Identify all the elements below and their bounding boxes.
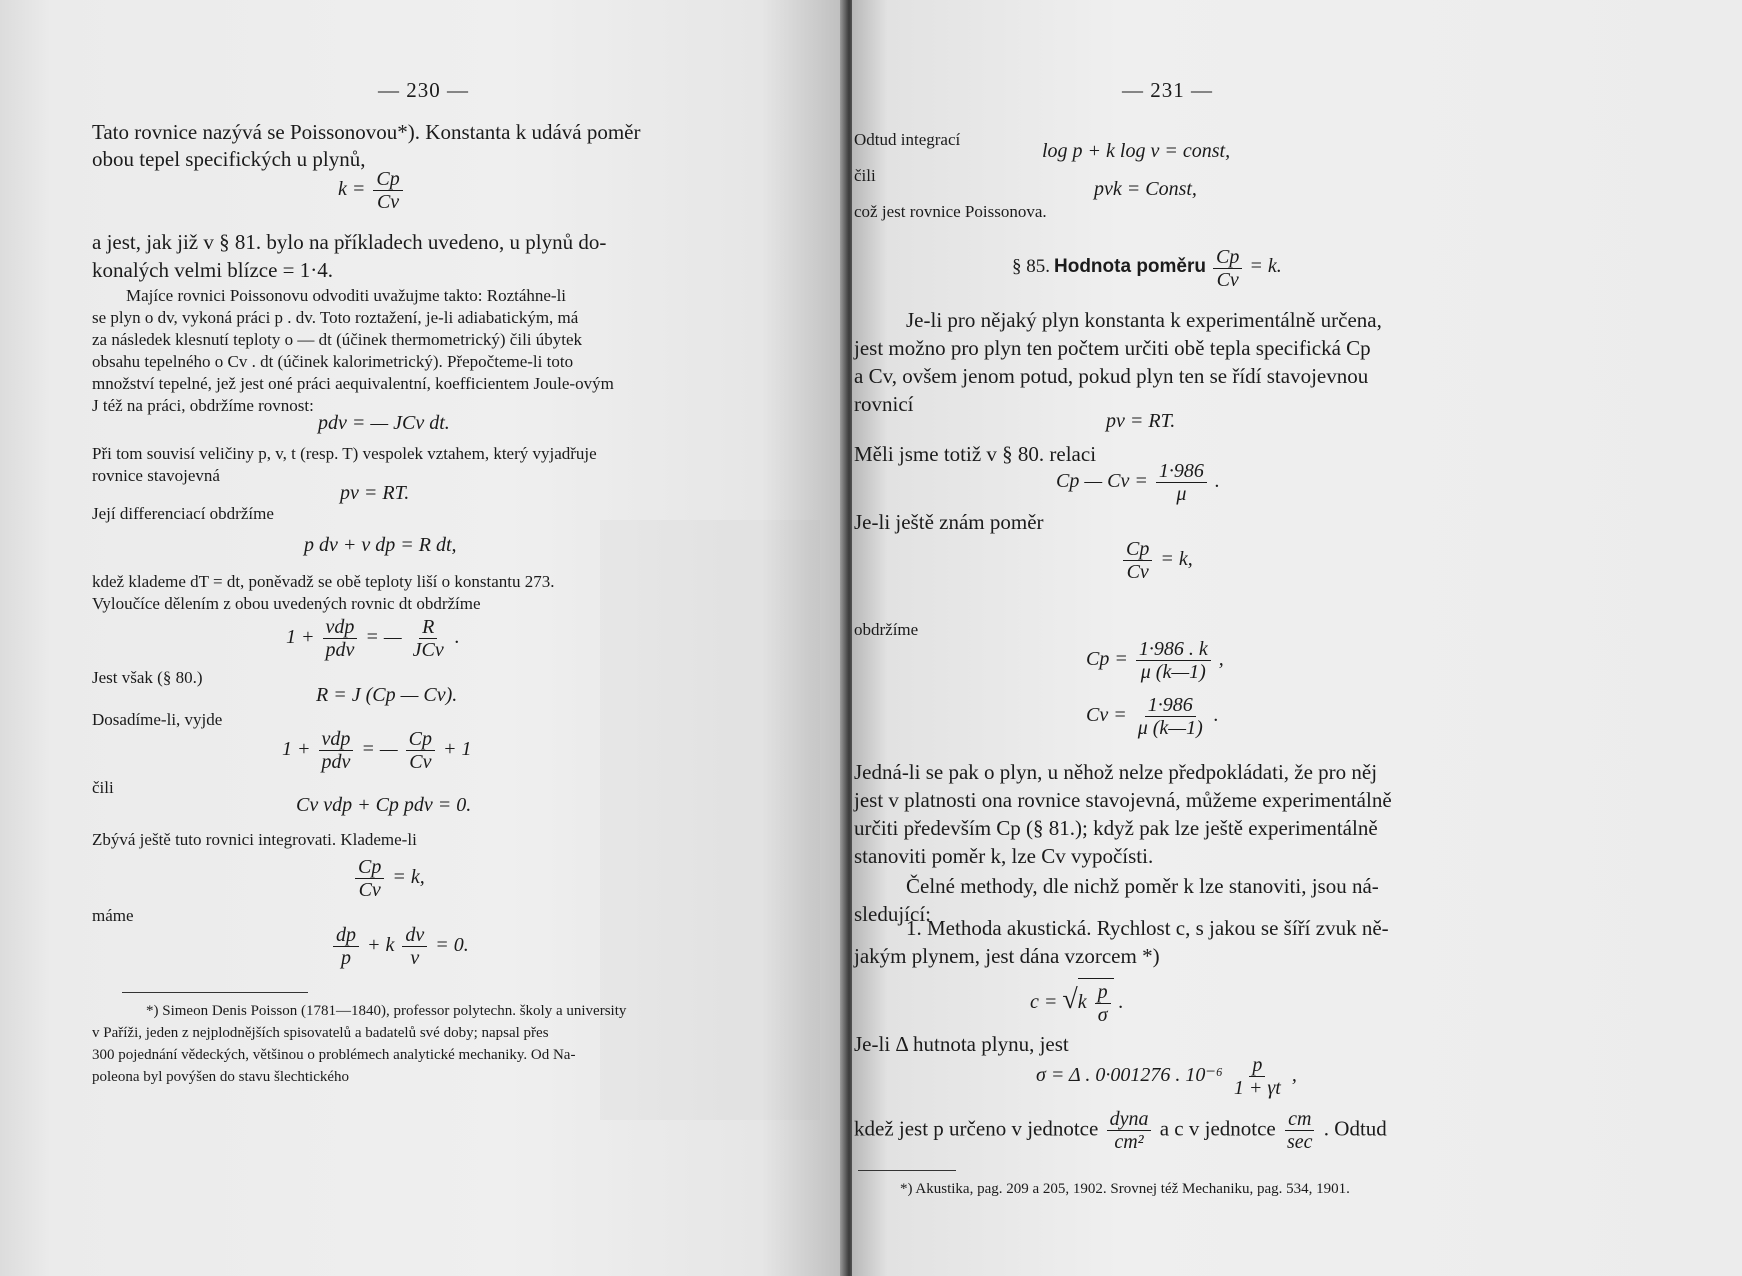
equation: σ = Δ . 0·001276 . 10⁻⁶ $\frac{p}{1 + \gamma t}$ , [1036, 1054, 1297, 1099]
footnote-line: 300 pojednání vědeckých, většinou o problémech analytické mechaniky. Od Na- [92, 1047, 576, 1063]
paragraph-line: Čelné methody, dle nichž poměr k lze stanoviti, jsou ná- [906, 874, 1379, 898]
paragraph-line: Při tom souvisí veličiny p, v, t (resp. T) vespolek vztahem, který vyjadřuje [92, 444, 597, 463]
paragraph-line: Vyloučíce dělením z obou uvedených rovnic dt obdržíme [92, 594, 481, 613]
paragraph-line: konalých velmi blízce = 1·4. [92, 258, 334, 282]
paragraph-line: což jest rovnice Poissonova. [854, 202, 1047, 221]
equation: pv = RT. [340, 482, 410, 504]
paragraph-line: se plyn o dv, vykoná práci p . dv. Toto roztažení, je-li adiabatickým, má [92, 308, 579, 327]
equation: pvk = Const, [1094, 178, 1197, 200]
equation: $\frac{Cp}{Cv}$ = k, [1120, 538, 1193, 583]
footnote-line: v Paříži, jeden z nejplodnějších spisovatelů a badatelů své doby; napsal přes [92, 1025, 549, 1041]
footnote-line: poleona byl povýšen do stavu šlechtického [92, 1069, 350, 1085]
paragraph-line: určiti především Cp (§ 81.); když pak lze ještě experimentálně [854, 816, 1378, 840]
equation: R = J (Cp — Cv). [316, 684, 458, 706]
paragraph-line: J též na práci, obdržíme rovnost: [92, 396, 314, 415]
paragraph-line: obdržíme [854, 620, 919, 639]
paragraph-line: 1. Methoda akustická. Rychlost c, s jakou se šíří zvuk ně- [906, 916, 1389, 940]
equation: 1 + $\frac{\text{vdp}}{\text{pdv}}$ = — $\frac{Cp}{Cv}$ + 1 [282, 728, 472, 773]
paragraph-line: Jest však (§ 80.) [92, 668, 203, 687]
paragraph-line: kdež klademe dT = dt, poněvadž se obě teploty liší o konstantu 273. [92, 572, 555, 591]
paragraph-line: Jedná-li se pak o plyn, u něhož nelze předpokládati, že pro něj [854, 760, 1378, 784]
paragraph-line: Tato rovnice nazývá se Poissonovou*). Konstanta k udává poměr [92, 120, 641, 144]
equation: Cp = $\frac{1\cdot 986 . k}{\mu (k—1)}$ , [1086, 638, 1224, 683]
page-number: — 231 — [1122, 78, 1213, 102]
paragraph-line: čili [92, 778, 114, 797]
equation: Cv = $\frac{1\cdot 986}{\mu (k—1)}$ . [1086, 694, 1219, 739]
equation: p dv + v dp = R dt, [304, 534, 457, 556]
paragraph-line: stanoviti poměr k, lze Cv vypočísti. [854, 844, 1154, 868]
page-number: — 230 — [378, 78, 469, 102]
paragraph-line: jest v platnosti ona rovnice stavojevná, můžeme experimentálně [854, 788, 1392, 812]
footnote-line: *) Akustika, pag. 209 a 205, 1902. Srovnej též Mechaniku, pag. 534, 1901. [900, 1181, 1350, 1197]
equation: $\frac{dp}{p}$ + k $\frac{dv}{v}$ = 0. [330, 924, 469, 969]
footnote-line: *) Simeon Denis Poisson (1781—1840), professor polytechn. školy a university [146, 1003, 627, 1019]
paragraph-line: Její differenciací obdržíme [92, 504, 274, 523]
footnote-rule [122, 992, 308, 993]
paragraph-line: a Cv, ovšem jenom potud, pokud plyn ten se řídí stavojevnou [854, 364, 1369, 388]
paragraph-line: Dosadíme-li, vyjde [92, 710, 223, 729]
paragraph-line: rovnice stavojevná [92, 466, 220, 485]
equation: Cv vdp + Cp pdv = 0. [296, 794, 472, 816]
paragraph-line: Je-li pro nějaký plyn konstanta k experimentálně určena, [906, 308, 1382, 332]
equation: k = $\frac{Cp}{Cv}$ [338, 168, 406, 213]
paragraph-line: Je-li Δ hutnota plynu, jest [854, 1032, 1069, 1056]
paragraph-line: máme [92, 906, 134, 925]
equation: pv = RT. [1106, 410, 1176, 432]
paragraph-line: kdež jest p určeno v jednotce $\frac{\text{dyna}}{\text{cm²}}$ a c v jednotce $\frac{cm}{\sec}$ . Odtud [854, 1108, 1387, 1153]
paragraph-line: a jest, jak již v § 81. bylo na příkladech uvedeno, u plynů do- [92, 230, 607, 254]
paragraph-line: Odtud integrací [854, 130, 961, 149]
left-page [0, 0, 846, 1276]
equation: log p + k log v = const, [1042, 140, 1231, 162]
section-heading: § 85. Hodnota poměru $\frac{Cp}{Cv}$ = k. [1012, 246, 1282, 291]
paragraph-line: čili [854, 166, 876, 185]
paragraph-line: množství tepelné, jež jest oné práci aequivalentní, koefficientem Joule-ovým [92, 374, 614, 393]
paragraph-line: za následek klesnutí teploty o — dt (účinek thermometrický) čili úbytek [92, 330, 583, 349]
right-page [852, 0, 1742, 1276]
paragraph-line: obsahu tepelného o Cv . dt (účinek kalorimetrický). Přepočteme-li toto [92, 352, 574, 371]
footnote-rule [858, 1170, 956, 1171]
paragraph-line: Majíce rovnici Poissonovu odvoditi uvažujme takto: Roztáhne-li [126, 286, 567, 305]
paragraph-line: obou tepel specifických u plynů, [92, 147, 366, 171]
paragraph-line: jakým plynem, jest dána vzorcem *) [854, 944, 1160, 968]
paragraph-line: Je-li ještě znám poměr [854, 510, 1044, 534]
equation: pdv = — JCv dt. [318, 412, 450, 434]
paragraph-line: Zbývá ještě tuto rovnici integrovati. Klademe-li [92, 830, 417, 849]
equation: 1 + $\frac{\text{vdp}}{\text{pdv}}$ = — $\frac{R}{\text{JCv}}$ . [286, 616, 460, 661]
paragraph-line: jest možno pro plyn ten počtem určiti obě tepla specifická Cp [854, 336, 1371, 360]
equation: Cp — Cv = $\frac{1\cdot 986}{\mu}$ . [1056, 460, 1220, 505]
paragraph-line: rovnicí [854, 392, 914, 416]
paragraph-line: Měli jsme totiž v § 80. relaci [854, 442, 1097, 466]
equation: $\frac{Cp}{Cv}$ = k, [352, 856, 425, 901]
paragraph-line: sledující: [854, 902, 931, 926]
equation: c = √k $\frac{p}{\sigma}$ . [1030, 978, 1124, 1026]
